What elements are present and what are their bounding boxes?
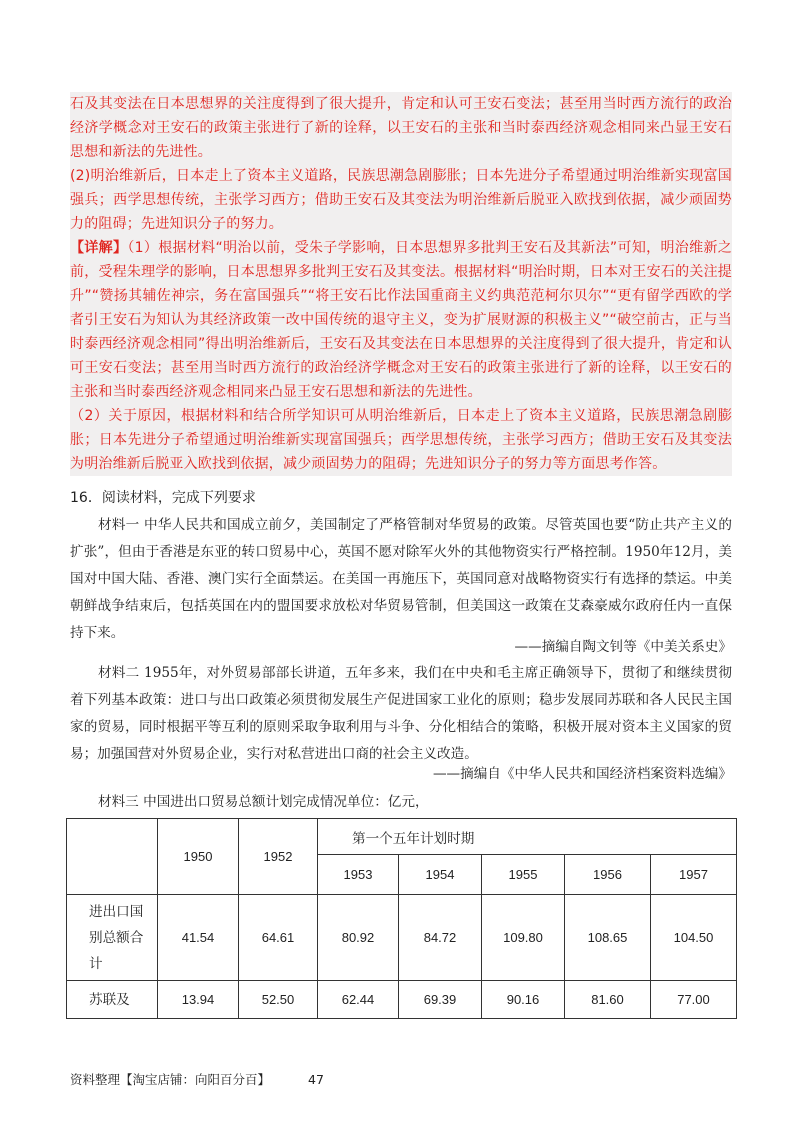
material-2 — [70, 660, 732, 768]
year-header: 1956 — [565, 855, 651, 895]
table-cell: 69.39 — [399, 981, 482, 1019]
detail-label: 【详解】 — [70, 240, 128, 256]
table-cell: 77.00 — [651, 981, 737, 1019]
year-header: 1952 — [239, 819, 318, 895]
table-cell: 41.54 — [158, 895, 239, 981]
table-row — [67, 895, 737, 981]
material-1-source: ——摘编自陶文钊等《中美关系史》 — [514, 639, 732, 655]
table-cell: 109.80 — [482, 895, 565, 981]
material-1 — [70, 512, 732, 647]
row-label: 苏联及 — [67, 981, 158, 1019]
page-footer — [70, 1070, 324, 1088]
table-cell: 90.16 — [482, 981, 565, 1019]
footer-text: 资料整理【淘宝店铺：向阳百分百】 — [70, 1072, 271, 1087]
answer-explanation — [70, 92, 732, 476]
year-header: 1957 — [651, 855, 737, 895]
table-cell: 80.92 — [318, 895, 399, 981]
year-header: 1955 — [482, 855, 565, 895]
table-cell: 52.50 — [239, 981, 318, 1019]
material-2-text: 材料二 1955年，对外贸易部部长讲道，五年多来，我们在中央和毛主席正确领导下，贯彻了和继续贯彻着下列基本政策：进口与出口政策必须贯彻发展生产促进国家工业化的原则；稳步发展同苏联和各人民民主国家的贸易，同时根据平等互利的原则采取争取利用与斗争、分化相结合的策略，积极开展对资本主义国家的贸易；加强国营对外贸易企业，实行对私营进出口商的社会主义改造。 — [70, 665, 732, 762]
page-number: 47 — [308, 1072, 324, 1087]
table-cell: 108.65 — [565, 895, 651, 981]
table-row — [67, 981, 737, 1019]
question-title: 16．阅读材料，完成下列要求 — [70, 490, 256, 506]
answer-paragraph-2: (2)明治维新后，日本走上了资本主义道路，民族思潮急剧膨胀；日本先进分子希望通过明治维新实现富国强兵；西学思想传统，主张学习西方；借助王安石及其变法为明治维新后脱亚入欧找到依据，减少顽固势力的阻碍；先进知识分子的努力。 — [70, 168, 732, 232]
table-cell: 64.61 — [239, 895, 318, 981]
year-header: 1954 — [399, 855, 482, 895]
answer-detail-paragraph — [70, 236, 732, 404]
table-cell: 84.72 — [399, 895, 482, 981]
material-3-title: 材料三 中国进出口贸易总额计划完成情况单位：亿元， — [98, 794, 429, 810]
answer-paragraph-1: 石及其变法在日本思想界的关注度得到了很大提升，肯定和认可王安石变法；甚至用当时西方流行的政治经济学概念对王安石的政策主张进行了新的诠释，以王安石的主张和当时泰西经济观念相同来凸显王安石思想和新法的先进性。 — [70, 96, 732, 160]
material-1-text: 材料一 中华人民共和国成立前夕，美国制定了严格管制对华贸易的政策。尽管英国也要“防止共产主义的扩张”，但由于香港是东亚的转口贸易中心，英国不愿对除军火外的其他物资实行严格控制。1950年12月，美国对中国大陆、香港、澳门实行全面禁运。在美国一再施压下，英国同意对战略物资实行有选择的禁运。中美朝鲜战争结束后，包括英国在内的盟国要求放松对华贸易管制，但美国这一政策在艾森豪威尔政府任内一直保持下来。 — [70, 517, 732, 641]
detail-text: （1）根据材料“明治以前，受朱子学影响，日本思想界多批判王安石及其新法”可知，明治维新之前，受程朱理学的影响，日本思想界多批判王安石及其变法。根据材料“明治时期，日本对王安石的关注提升”“赞扬其辅佐神宗，务在富国强兵”“将王安石比作法国重商主义约典范范柯尔贝尔”“更有留学西欧的学者引王安石为知认为其经济政策一改中国传统的退守主义，变为扩展财源的积极主义”“破空前古，正与当时泰西经济观念相同”得出明治维新后，王安石及其变法在日本思想界的关注度得到了很大提升，肯定和认可王安石变法；甚至用当时西方流行的政治经济学概念对王安石的政策主张进行了新的诠释，以王安石的主张和当时泰西经济观念相同来凸显王安石思想和新法的先进性。 — [70, 240, 732, 400]
year-header: 1953 — [318, 855, 399, 895]
row-label: 进出口国别总额合计 — [67, 895, 158, 981]
trade-table — [66, 818, 737, 1019]
table-cell: 81.60 — [565, 981, 651, 1019]
answer-paragraph-4: （2）关于原因，根据材料和结合所学知识可从明治维新后，日本走上了资本主义道路，民族思潮急剧膨胀；日本先进分子希望通过明治维新实现富国强兵；西学思想传统，主张学习西方；借助王安石及其变法为明治维新后脱亚入欧找到依据，减少顽固势力的阻碍；先进知识分子的努力等方面思考作答。 — [70, 408, 732, 472]
year-header: 1950 — [158, 819, 239, 895]
table-corner-cell — [67, 819, 158, 895]
table-cell: 13.94 — [158, 981, 239, 1019]
table-cell: 62.44 — [318, 981, 399, 1019]
material-2-source: ——摘编自《中华人民共和国经济档案资料选编》 — [432, 766, 732, 782]
table-cell: 104.50 — [651, 895, 737, 981]
period-header: 第一个五年计划时期 — [318, 819, 737, 855]
